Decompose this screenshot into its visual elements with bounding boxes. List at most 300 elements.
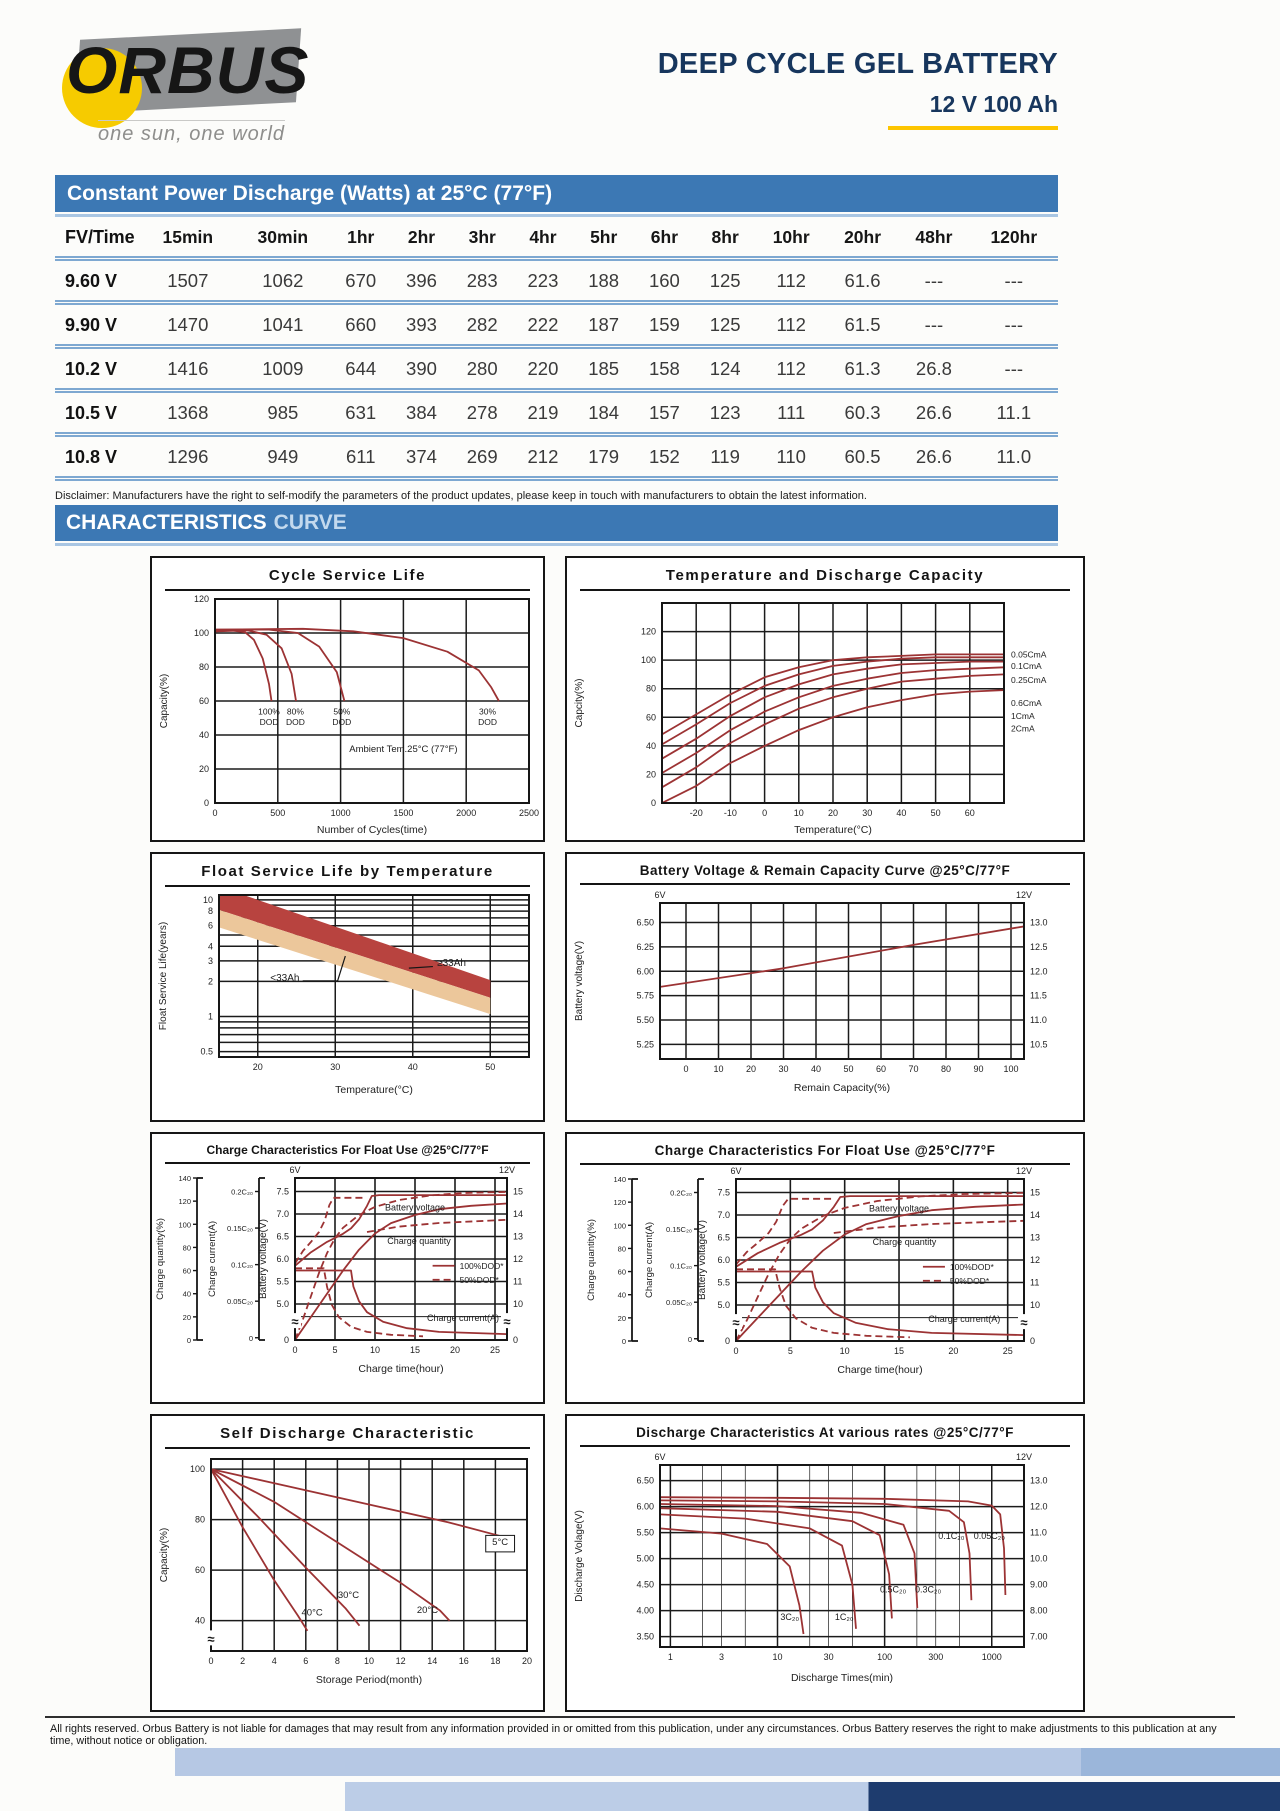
svg-text:30: 30	[862, 808, 873, 818]
svg-text:50: 50	[930, 808, 941, 818]
svg-text:0: 0	[207, 1656, 214, 1666]
svg-text:0: 0	[683, 1064, 689, 1074]
svg-text:8: 8	[334, 1656, 340, 1666]
svg-text:20: 20	[252, 1062, 263, 1072]
legend-label: 0.25CmA	[1011, 675, 1047, 686]
column-header: 15min	[162, 227, 214, 247]
table-cell: 26.6	[915, 402, 952, 423]
table-cell: 152	[648, 446, 680, 467]
orbus-logo	[62, 32, 372, 157]
svg-text:10.5: 10.5	[1030, 1039, 1048, 1050]
plot-area	[158, 889, 529, 1096]
column-header: 3hr	[468, 227, 496, 247]
svg-text:12.0: 12.0	[1030, 1501, 1048, 1512]
svg-text:6.5: 6.5	[717, 1232, 730, 1243]
table-cell: 1507	[167, 270, 209, 291]
svg-text:15: 15	[409, 1345, 420, 1355]
svg-text:3: 3	[207, 955, 213, 966]
svg-text:70: 70	[908, 1064, 919, 1074]
annotation: Ambient Tem.25°C (77°F)	[348, 744, 458, 755]
column-header: 6hr	[650, 227, 679, 247]
svg-text:100: 100	[640, 655, 656, 666]
power-discharge-table	[55, 218, 1058, 481]
row-label: 10.5 V	[65, 402, 118, 423]
table-cell: ---	[924, 270, 944, 291]
table-title-bar: Constant Power Discharge (Watts) at 25°C (77°F)	[55, 175, 1058, 212]
annotation: 0.1C₂₀	[938, 1530, 965, 1541]
svg-text:6V: 6V	[654, 1452, 666, 1462]
product-spec: 12 V 100 Ah	[929, 91, 1058, 117]
footer-bar-light	[175, 1748, 1280, 1776]
table-cell: 61.6	[844, 270, 881, 291]
chart-title: Temperature and Discharge Capacity	[665, 567, 985, 584]
product-title: DEEP CYCLE GEL BATTERY	[657, 48, 1058, 80]
table-cell: 112	[776, 358, 806, 379]
annotation: 0.05C₂₀	[973, 1530, 1005, 1541]
column-header: 10hr	[772, 227, 810, 247]
column-header: 20hr	[844, 227, 882, 247]
svg-text:5.0: 5.0	[717, 1300, 730, 1310]
svg-text:80: 80	[182, 1243, 191, 1253]
logo-tagline: one sun, one world	[98, 120, 285, 146]
chart-title-rule	[580, 1445, 1070, 1447]
annotation: 100% DOD	[257, 706, 280, 728]
series-battery voltage	[660, 926, 1024, 987]
svg-text:20: 20	[827, 808, 839, 818]
svg-text:0.2C₂₀: 0.2C₂₀	[230, 1187, 253, 1197]
footer-rule	[45, 1716, 1235, 1718]
section-title-bold: CHARACTERISTICS	[66, 511, 267, 534]
svg-text:0.1C₂₀: 0.1C₂₀	[230, 1260, 253, 1270]
svg-text:10: 10	[713, 1064, 724, 1074]
svg-text:8.00: 8.00	[1030, 1605, 1048, 1616]
svg-text:2000: 2000	[455, 808, 476, 818]
table-cell: 158	[648, 358, 680, 379]
table-cell: 278	[466, 402, 498, 423]
svg-text:60: 60	[617, 1267, 626, 1277]
svg-text:5.75: 5.75	[636, 990, 654, 1001]
table-cell: 110	[776, 446, 806, 467]
svg-text:18: 18	[489, 1656, 500, 1666]
legend-label: 100%DOD*	[949, 1261, 994, 1272]
svg-text:1500: 1500	[392, 808, 413, 818]
svg-text:0.15C₂₀: 0.15C₂₀	[226, 1224, 253, 1234]
svg-text:6.0: 6.0	[275, 1254, 289, 1264]
svg-text:100: 100	[193, 628, 209, 638]
legend-label: 0.1CmA	[1011, 660, 1042, 671]
svg-text:0: 0	[211, 808, 218, 818]
section-title-light: CURVE	[273, 511, 347, 534]
header	[62, 28, 1058, 168]
chart-canvas-discharge-characteristics-various-rates	[570, 1449, 1080, 1685]
table-cell: 222	[527, 314, 559, 335]
svg-text:7.5: 7.5	[275, 1186, 289, 1197]
svg-text:5.25: 5.25	[636, 1039, 654, 1050]
table-row	[55, 259, 1058, 303]
table-cell: 631	[345, 402, 377, 423]
chart-title-rule	[580, 883, 1070, 885]
legend-label: 50%DOD*	[459, 1274, 499, 1285]
svg-text:6.25: 6.25	[636, 941, 654, 952]
table-cell: 1062	[262, 270, 304, 291]
svg-text:6: 6	[207, 920, 213, 931]
svg-text:13.0: 13.0	[1030, 917, 1048, 928]
column-header: 48hr	[915, 227, 953, 247]
svg-text:12V: 12V	[498, 1166, 515, 1175]
annotation: <33Ah	[269, 972, 299, 984]
chart-canvas-charge-characteristics-right	[570, 1167, 1080, 1377]
svg-text:20: 20	[645, 769, 656, 780]
svg-text:Float Service Life(years): Float Service Life(years)	[157, 921, 169, 1031]
svg-text:10: 10	[772, 1652, 783, 1662]
row-label: 9.60 V	[65, 270, 118, 291]
svg-text:15: 15	[1030, 1187, 1041, 1198]
series-5°C	[211, 1469, 514, 1540]
svg-text:Remain Capacity(%): Remain Capacity(%)	[793, 1082, 891, 1094]
svg-text:0: 0	[248, 1333, 253, 1343]
svg-text:30: 30	[823, 1652, 834, 1662]
svg-text:30: 30	[778, 1064, 789, 1074]
svg-text:0: 0	[186, 1336, 191, 1345]
plot-area	[574, 603, 1047, 836]
svg-text:20: 20	[182, 1312, 191, 1322]
table-cell: 60.5	[844, 446, 881, 467]
svg-text:5.5: 5.5	[275, 1276, 289, 1287]
svg-text:40: 40	[645, 740, 656, 751]
svg-text:40: 40	[198, 730, 209, 740]
row-label: 9.90 V	[65, 314, 118, 335]
svg-text:60: 60	[964, 808, 975, 818]
footer-disclaimer: All rights reserved. Orbus Battery is not liable for damages that may result from any information provided in or omitted from this publication, under any circumstances. Orbus Battery reserves the right to make adjustments to this publication at any time, without notice or obligation.	[50, 1723, 1217, 1747]
table-row	[55, 303, 1058, 347]
svg-text:Charge quantity(%): Charge quantity(%)	[586, 1219, 597, 1301]
row-label: 10.8 V	[65, 446, 118, 467]
table-cell: 124	[709, 358, 741, 379]
column-header: 1hr	[347, 227, 375, 247]
svg-text:60: 60	[645, 712, 656, 723]
svg-text:25: 25	[1002, 1346, 1013, 1356]
svg-text:Charge current(A): Charge current(A)	[206, 1220, 218, 1298]
svg-text:12V: 12V	[1015, 1452, 1033, 1462]
svg-text:0.5: 0.5	[199, 1046, 213, 1057]
svg-text:140: 140	[613, 1175, 626, 1184]
annotation: Charge quantity	[386, 1236, 451, 1247]
svg-text:12V: 12V	[1015, 1167, 1033, 1176]
annotation: 3C₂₀	[780, 1611, 800, 1622]
svg-text:0: 0	[724, 1336, 730, 1346]
series-80% DOD	[215, 630, 296, 701]
section-header-underline	[55, 543, 1058, 546]
table-cell: 11.1	[996, 402, 1032, 423]
svg-text:100: 100	[613, 1221, 626, 1231]
chart-title-rule	[165, 1447, 530, 1449]
power-discharge-section	[55, 175, 1058, 502]
chart-canvas-self-discharge	[155, 1451, 541, 1687]
table-cell: 26.8	[915, 358, 952, 379]
svg-text:7.0: 7.0	[717, 1210, 730, 1220]
chart-title: Cycle Service Life	[268, 567, 427, 584]
legend-label: 0.6CmA	[1011, 698, 1042, 708]
table-cell: 269	[466, 446, 498, 467]
chart-canvas-temperature-discharge-capacity	[570, 593, 1080, 837]
table-cell: 949	[267, 446, 299, 467]
svg-text:60: 60	[182, 1266, 191, 1276]
table-cell: 1041	[262, 314, 304, 335]
annotation: 0.5C₂₀	[879, 1584, 907, 1595]
svg-text:6.50: 6.50	[636, 917, 654, 928]
svg-text:100: 100	[189, 1464, 205, 1475]
svg-text:5.0: 5.0	[275, 1299, 289, 1309]
svg-text:≈: ≈	[732, 1315, 740, 1331]
svg-text:0.2C₂₀: 0.2C₂₀	[670, 1188, 692, 1198]
svg-text:80: 80	[617, 1244, 626, 1254]
chart-title-rule	[165, 885, 530, 887]
annotation: Charge current(A)	[426, 1313, 499, 1324]
chart-title: Battery Voltage & Remain Capacity Curve @25°C/77°F	[639, 863, 1011, 878]
table-cell: ---	[924, 314, 944, 335]
svg-text:4: 4	[207, 941, 213, 952]
svg-text:0.1C₂₀: 0.1C₂₀	[670, 1261, 692, 1271]
chart-canvas-float-service-life	[155, 889, 541, 1097]
svg-text:12.5: 12.5	[1030, 941, 1048, 952]
annotation: Charge current(A)	[928, 1314, 1001, 1325]
svg-text:6V: 6V	[288, 1166, 301, 1175]
column-header: 5hr	[590, 227, 618, 247]
series-0.5C₂₀	[660, 1508, 892, 1618]
chart-panel-battery-voltage-remain-capacity	[565, 852, 1085, 1122]
column-header: 8hr	[711, 227, 739, 247]
svg-text:0: 0	[687, 1334, 692, 1344]
svg-text:120: 120	[640, 626, 656, 637]
annotation: 5°C	[491, 1536, 508, 1548]
svg-text:15: 15	[894, 1346, 905, 1356]
svg-text:20: 20	[745, 1064, 757, 1074]
svg-text:14: 14	[1030, 1210, 1041, 1220]
svg-text:10: 10	[1030, 1300, 1041, 1310]
table-cell: 280	[466, 358, 498, 379]
series-0.05C₂₀	[660, 1497, 1005, 1595]
svg-text:0: 0	[762, 808, 768, 818]
annotation: 30% DOD	[477, 706, 497, 728]
table-cell: 184	[588, 402, 620, 423]
chart-title-rule	[580, 589, 1070, 591]
svg-text:40: 40	[810, 1064, 822, 1074]
plot-area	[159, 594, 539, 836]
series-battery voltage 50%DOD	[295, 1198, 365, 1264]
chart-canvas-battery-voltage-remain-capacity	[570, 887, 1080, 1095]
svg-text:140: 140	[177, 1174, 191, 1183]
svg-text:11: 11	[512, 1276, 522, 1287]
table-cell: 223	[527, 270, 559, 291]
svg-text:4: 4	[271, 1656, 277, 1666]
svg-text:11.5: 11.5	[1030, 990, 1047, 1001]
svg-text:16: 16	[458, 1656, 469, 1666]
svg-text:6.00: 6.00	[636, 1501, 654, 1512]
legend-label: 1CmA	[1011, 710, 1035, 721]
annotation: ≥33Ah	[436, 957, 466, 969]
annotation: 30°C	[337, 1589, 359, 1601]
svg-text:12V: 12V	[1015, 890, 1033, 900]
table-cell: 185	[588, 358, 620, 379]
legend-label: 2CmA	[1011, 723, 1035, 734]
chart-title-rule	[165, 1162, 530, 1164]
table-cell: 393	[406, 314, 437, 335]
table-cell: ---	[1004, 314, 1024, 335]
svg-text:2500: 2500	[518, 808, 539, 818]
column-header: 30min	[257, 227, 309, 247]
svg-text:80: 80	[194, 1514, 205, 1525]
svg-text:0: 0	[283, 1335, 289, 1345]
svg-text:Battery voltage(V): Battery voltage(V)	[697, 1219, 708, 1301]
svg-text:11.0: 11.0	[1030, 1015, 1047, 1025]
svg-text:60: 60	[198, 696, 209, 706]
svg-text:12.0: 12.0	[1030, 966, 1048, 977]
table-cell: 660	[345, 314, 377, 335]
svg-text:10.0: 10.0	[1030, 1553, 1048, 1564]
chart-title-rule	[580, 1163, 1070, 1165]
svg-text:13: 13	[1030, 1232, 1041, 1243]
svg-text:5.00: 5.00	[636, 1553, 654, 1564]
svg-text:Charge time(hour): Charge time(hour)	[357, 1363, 444, 1375]
svg-text:2: 2	[207, 976, 213, 987]
svg-text:Temperature(°C): Temperature(°C)	[334, 1084, 413, 1096]
table-cell: 374	[406, 446, 437, 467]
svg-text:120: 120	[177, 1197, 191, 1207]
table-cell: 1009	[262, 358, 304, 379]
table-cell: 187	[588, 314, 620, 335]
svg-text:10: 10	[793, 808, 804, 818]
svg-text:11.0: 11.0	[1030, 1527, 1047, 1538]
chart-title: Float Service Life by Temperature	[201, 863, 494, 880]
svg-text:Temperature(°C): Temperature(°C)	[794, 824, 872, 836]
svg-text:100: 100	[177, 1220, 191, 1230]
svg-text:0: 0	[650, 798, 656, 808]
svg-text:0: 0	[621, 1337, 626, 1346]
svg-text:0: 0	[291, 1345, 298, 1355]
svg-text:80: 80	[940, 1064, 952, 1074]
annotation: 20°C	[416, 1605, 438, 1617]
table-cell: 159	[648, 314, 680, 335]
svg-text:300: 300	[928, 1652, 944, 1662]
table-cell: 125	[709, 270, 741, 291]
svg-text:≈: ≈	[206, 1631, 215, 1647]
table-cell: 123	[709, 402, 741, 423]
svg-text:100: 100	[1003, 1064, 1019, 1074]
svg-text:30: 30	[329, 1062, 340, 1072]
annotation: 0.3C₂₀	[915, 1584, 942, 1595]
series-30% DOD	[215, 629, 499, 701]
svg-text:0: 0	[1030, 1336, 1036, 1346]
svg-text:6: 6	[302, 1656, 308, 1666]
plot-area	[159, 1459, 532, 1686]
svg-text:1: 1	[207, 1011, 213, 1022]
svg-text:20: 20	[948, 1346, 959, 1356]
svg-text:13: 13	[512, 1231, 523, 1242]
chart-title: Charge Characteristics For Float Use @25°C/77°F	[206, 1143, 489, 1157]
table-cell: 611	[345, 446, 376, 467]
table-cell: 179	[588, 446, 620, 467]
charts-grid	[150, 556, 1085, 1712]
svg-text:40: 40	[194, 1615, 205, 1626]
svg-text:5: 5	[331, 1345, 338, 1355]
table-cell: 11.0	[996, 446, 1032, 467]
svg-text:40: 40	[896, 808, 907, 818]
svg-text:80: 80	[645, 683, 656, 694]
svg-text:0.15C₂₀: 0.15C₂₀	[665, 1225, 692, 1235]
section-header	[55, 505, 1058, 541]
svg-text:7.0: 7.0	[275, 1209, 289, 1219]
svg-text:6.00: 6.00	[636, 966, 654, 977]
table-cell: 390	[406, 358, 437, 379]
svg-text:Capacity(%): Capacity(%)	[158, 673, 170, 729]
chart-title: Self Discharge Characteristic	[220, 1425, 475, 1442]
svg-text:Number of Cycles(time): Number of Cycles(time)	[316, 824, 427, 836]
table-row	[55, 435, 1058, 479]
svg-text:1: 1	[667, 1652, 673, 1662]
svg-text:6.0: 6.0	[717, 1255, 730, 1265]
annotation: Charge quantity	[872, 1237, 937, 1248]
chart-canvas-cycle-service-life	[155, 593, 541, 837]
svg-text:80: 80	[198, 662, 209, 672]
svg-text:3.50: 3.50	[636, 1631, 654, 1642]
svg-text:5.50: 5.50	[636, 1015, 654, 1025]
plot-area	[574, 890, 1048, 1094]
svg-text:10: 10	[839, 1346, 850, 1356]
svg-text:Charge current(A): Charge current(A)	[644, 1221, 655, 1299]
svg-text:120: 120	[193, 594, 209, 604]
svg-text:Battery voltage(V): Battery voltage(V)	[257, 1218, 269, 1300]
svg-text:≈: ≈	[290, 1314, 299, 1330]
table-cell: 985	[267, 402, 299, 423]
chart-panel-float-service-life	[150, 852, 545, 1122]
table-cell: 396	[406, 270, 437, 291]
svg-text:Charge time(hour): Charge time(hour)	[837, 1364, 923, 1376]
table-cell: 61.5	[844, 314, 881, 335]
svg-text:6.5: 6.5	[275, 1231, 289, 1242]
svg-text:10: 10	[369, 1345, 380, 1355]
legend-label: 100%DOD*	[459, 1260, 504, 1271]
column-header: 4hr	[529, 227, 557, 247]
svg-text:0.05C₂₀: 0.05C₂₀	[226, 1297, 253, 1307]
chart-panel-discharge-characteristics-various-rates	[565, 1414, 1085, 1712]
chart-panel-self-discharge	[150, 1414, 545, 1712]
svg-text:8: 8	[207, 906, 213, 917]
svg-text:60: 60	[194, 1565, 205, 1576]
svg-text:Storage Period(month): Storage Period(month)	[315, 1674, 422, 1686]
svg-text:5.50: 5.50	[636, 1527, 654, 1538]
chart-title: Discharge Characteristics At various rates @25°C/77°F	[636, 1425, 1014, 1440]
svg-text:90: 90	[973, 1064, 984, 1074]
table-title-underline	[55, 214, 1058, 217]
series-0.3C₂₀	[660, 1504, 917, 1608]
series-battery voltage 50%DOD	[736, 1199, 832, 1265]
table-cell: 26.6	[915, 446, 952, 467]
series-20°C	[211, 1469, 450, 1621]
plot-area	[574, 1452, 1048, 1684]
series-100% DOD	[215, 630, 272, 701]
chart-canvas-charge-characteristics-left	[155, 1166, 541, 1376]
table-cell: 157	[648, 402, 680, 423]
svg-text:12: 12	[395, 1656, 406, 1666]
svg-text:0.05C₂₀: 0.05C₂₀	[665, 1298, 692, 1308]
svg-text:≈: ≈	[502, 1314, 511, 1330]
svg-text:12: 12	[1030, 1255, 1041, 1265]
svg-text:Charge quantity(%): Charge quantity(%)	[154, 1218, 166, 1300]
table-cell: 1470	[167, 314, 209, 335]
table-cell: 644	[345, 358, 377, 379]
annotation: 50% DOD	[331, 706, 351, 728]
svg-text:10: 10	[363, 1656, 374, 1666]
